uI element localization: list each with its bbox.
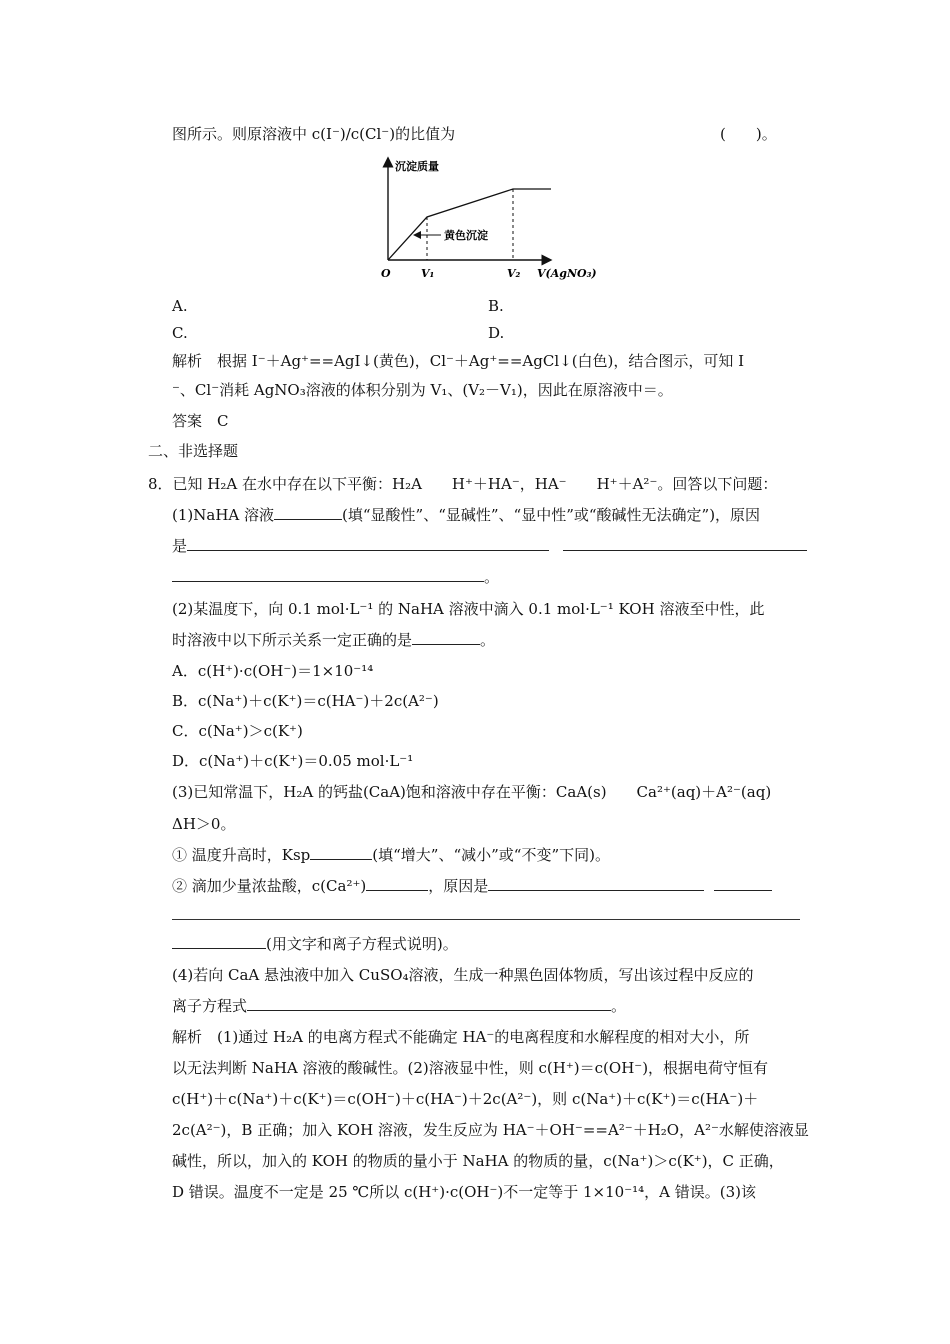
q8-p4-end: 。: [611, 997, 627, 1015]
q7-option-c: C.: [172, 324, 188, 342]
q7-option-d: D.: [488, 324, 505, 342]
y-axis-label: 沉淀质量: [395, 160, 439, 173]
q8-p3-ii: [172, 876, 772, 896]
q8-p1-blank2[interactable]: [187, 536, 549, 551]
q8-analysis-line6: D 错误。温度不一定是 25 ℃所以 c(H⁺)·c(OH⁻)不一定等于 1×10⁻¹⁴，A 错误。(3)该: [172, 1183, 756, 1201]
q8-p1-line3: [172, 567, 499, 587]
q7-answer: 答案 C: [172, 412, 229, 430]
q7-option-a: A.: [172, 297, 188, 315]
q8-p1-line2: [172, 536, 807, 556]
q7-analysis-line1: 解析 根据 I⁻＋Ag⁺==AgI↓(黄色)，Cl⁻＋Ag⁺==AgCl↓(白色)，结合图示，可知 I: [172, 352, 745, 370]
q8-p4-line1: (4)若向 CaA 悬浊液中加入 CuSO₄溶液，生成一种黑色固体物质，写出该过程中反应的: [172, 966, 754, 984]
q8-p3-i-blank[interactable]: [310, 845, 372, 860]
q8-analysis-line4: 2c(A²⁻)，B 正确；加入 KOH 溶液，发生反应为 HA⁻＋OH⁻==A²⁻＋H₂O，A²⁻水解使溶液显: [172, 1121, 809, 1139]
q8-p3-ii-b: ，原因是: [428, 877, 489, 895]
q8-p2-opt-a: A．c(H⁺)·c(OH⁻)＝1×10⁻¹⁴: [172, 662, 374, 680]
q8-p3-line1: (3)已知常温下，H₂A 的钙盐(CaA)饱和溶液中存在平衡：CaA(s) Ca²⁺(aq)＋A²⁻(aq): [172, 783, 772, 801]
q8-p1-end: 。: [484, 568, 500, 586]
q8-analysis-line1: 解析 (1)通过 H₂A 的电离方程式不能确定 HA⁻的电离程度和水解程度的相对大小，所: [172, 1028, 750, 1046]
q8-p4-blank[interactable]: [247, 996, 611, 1011]
q8-p1-b: (填“显酸性”、“显碱性”、“显中性”或“酸碱性无法确定”)，原因: [342, 506, 761, 524]
q8-p3-i: [172, 845, 610, 865]
q8-analysis-line3: c(H⁺)＋c(Na⁺)＋c(K⁺)＝c(OH⁻)＋c(HA⁻)＋2c(A²⁻)，则 c(Na⁺)＋c(K⁺)＝c(HA⁻)＋: [172, 1090, 759, 1108]
q8-p2-opt-c: C．c(Na⁺)＞c(K⁺): [172, 722, 303, 740]
x-tick-v1: V₁: [421, 267, 435, 280]
annotation-label: 黄色沉淀: [444, 229, 488, 242]
q8-p1-blank3[interactable]: [563, 536, 807, 551]
x-tick-v2: V₂: [507, 267, 521, 280]
q7-answer-paren: ( )。: [720, 125, 777, 143]
q8-p3-ii-blank3[interactable]: [714, 876, 772, 891]
q8-p4-line2a: 离子方程式: [172, 997, 248, 1015]
x-axis-label: V(AgNO₃): [537, 267, 597, 280]
q8-p3-line2: ΔH＞0。: [172, 815, 236, 833]
q8-p3-ii-blank-line[interactable]: [172, 919, 800, 920]
section2-title: 二、非选择题: [148, 442, 239, 460]
q8-p3-ii-blank2[interactable]: [488, 876, 704, 891]
q8-p1-blank1[interactable]: [274, 505, 342, 520]
q8-p3-ii-blank4[interactable]: [172, 934, 266, 949]
q8-p1-c: 是: [172, 537, 188, 555]
q8-p3-ii-end-line: [172, 934, 458, 954]
q8-p3-ii-blank1[interactable]: [366, 876, 428, 891]
q8-p3-ii-a: ② 滴加少量浓盐酸，c(Ca²⁺): [172, 877, 367, 895]
q8-p2-line2: [172, 630, 495, 650]
q8-p2-line2a: 时溶液中以下所示关系一定正确的是: [172, 631, 413, 649]
q7-analysis-line2: ⁻、Cl⁻消耗 AgNO₃溶液的体积分别为 V₁、(V₂－V₁)，因此在原溶液中＝。: [172, 381, 673, 399]
precipitate-chart: [375, 156, 600, 284]
q8-stem: 8．已知 H₂A 在水中存在以下平衡：H₂A H⁺＋HA⁻，HA⁻ H⁺＋A²⁻。回答以下问题：: [148, 475, 778, 493]
q7-stem-tail: 图所示。则原溶液中 c(I⁻)/c(Cl⁻)的比值为: [172, 125, 456, 143]
q8-p3-ii-end: (用文字和离子方程式说明)。: [266, 935, 458, 953]
q8-analysis-line2: 以无法判断 NaHA 溶液的酸碱性。(2)溶液显中性，则 c(H⁺)＝c(OH⁻)，根据电荷守恒有: [172, 1059, 769, 1077]
q8-p1-line1: [172, 505, 760, 525]
precipitate-chart-svg: [375, 156, 600, 284]
q8-p1-a: (1)NaHA 溶液: [172, 506, 274, 524]
q8-p3-i-b: (填“增大”、“减小”或“不变”下同)。: [372, 846, 610, 864]
q8-p3-i-a: ① 温度升高时，Ksp: [172, 846, 311, 864]
origin-label: O: [381, 267, 391, 280]
data-line: [388, 189, 551, 260]
q8-p2-line1: (2)某温度下，向 0.1 mol·L⁻¹ 的 NaHA 溶液中滴入 0.1 mol·L⁻¹ KOH 溶液至中性，此: [172, 600, 765, 618]
q8-p2-end: 。: [480, 631, 496, 649]
q8-p2-blank[interactable]: [412, 630, 480, 645]
q8-p2-opt-d: D．c(Na⁺)＋c(K⁺)＝0.05 mol·L⁻¹: [172, 752, 414, 770]
q8-p2-opt-b: B．c(Na⁺)＋c(K⁺)＝c(HA⁻)＋2c(A²⁻): [172, 692, 439, 710]
q8-p4-line2: [172, 996, 626, 1016]
q7-option-b: B.: [488, 297, 504, 315]
q8-p1-blank4[interactable]: [172, 567, 484, 582]
q8-analysis-line5: 碱性，所以，加入的 KOH 的物质的量小于 NaHA 的物质的量，c(Na⁺)＞c(K⁺)，C 正确，: [172, 1152, 784, 1170]
